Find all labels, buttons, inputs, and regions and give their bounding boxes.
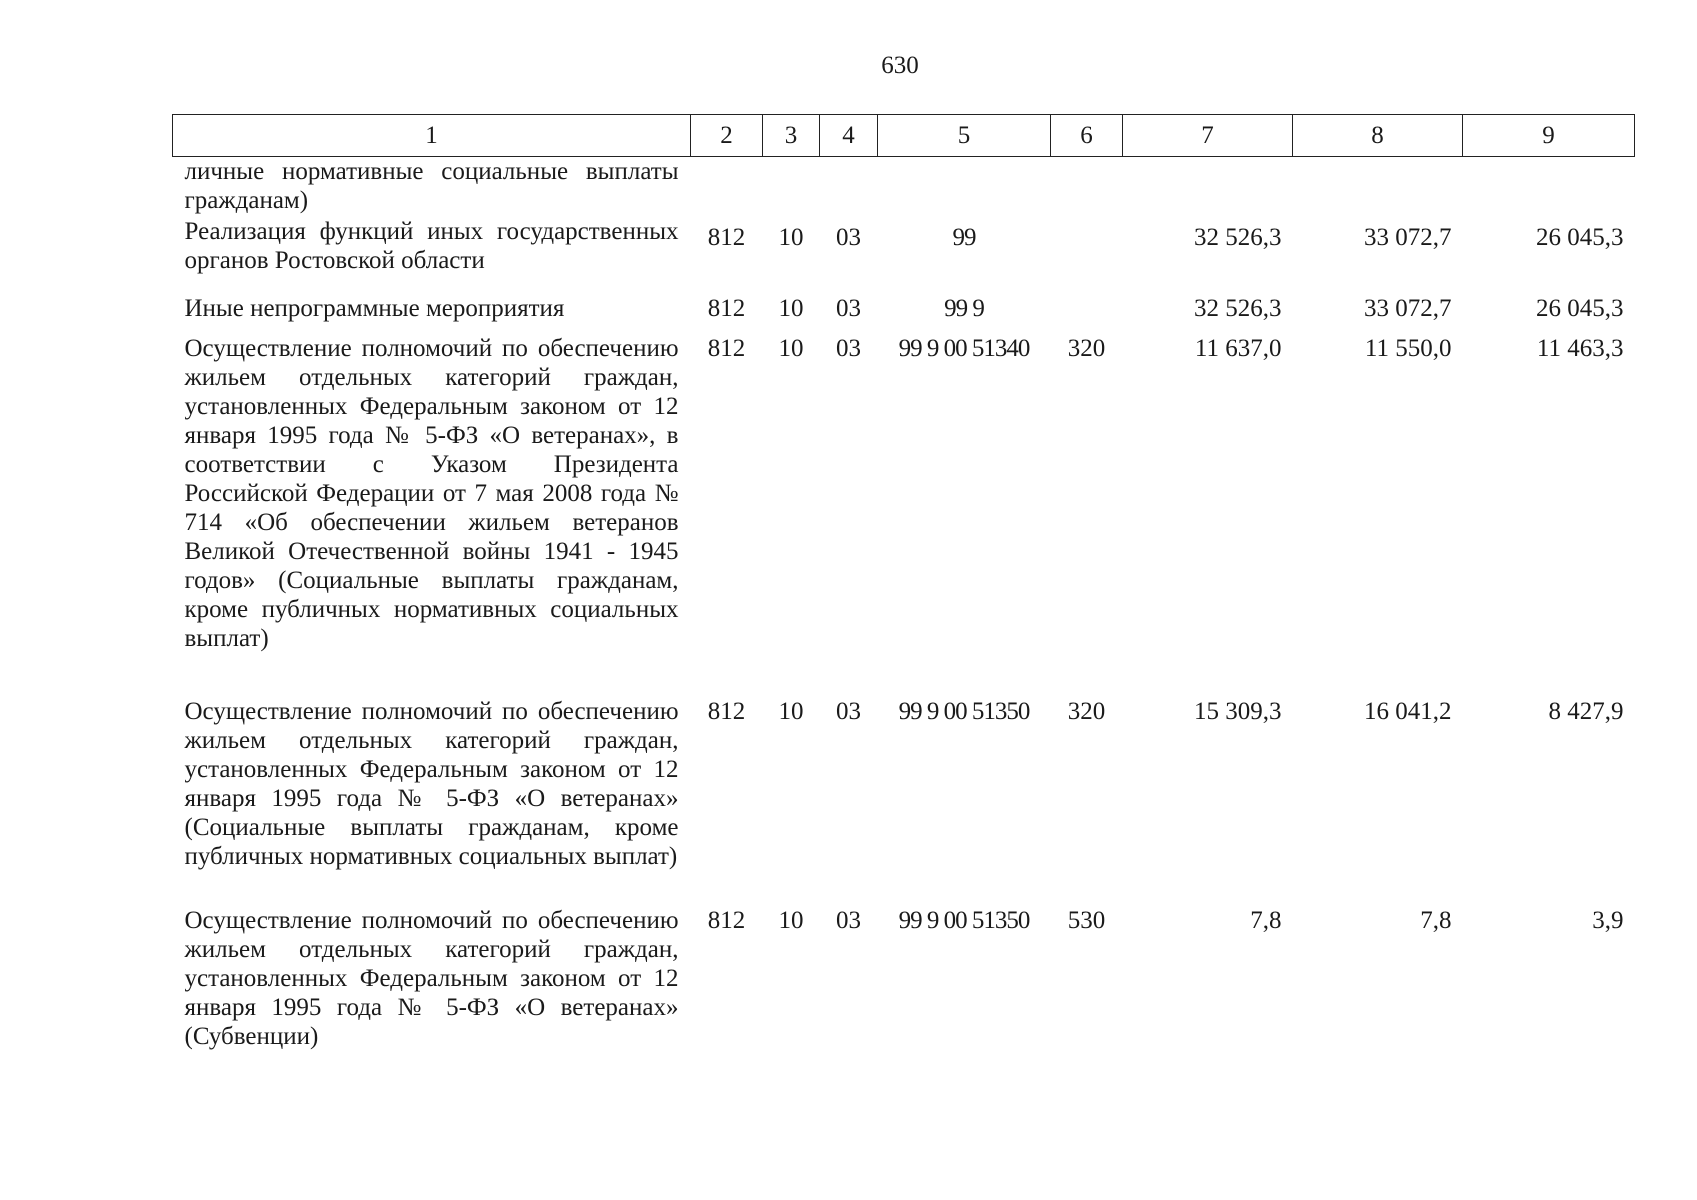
subsection-code: 03	[836, 295, 861, 322]
target-article-code: 99	[952, 224, 976, 251]
ministry-code: 812	[707, 224, 746, 251]
column-header: 9	[1463, 115, 1635, 157]
item-name: Осуществление полномочий по обеспечению жильем отдельных категорий граждан, установленных Федеральным законом от 12 января 1995 года № 5-ФЗ «О ветеранах» (Субвенции)	[184, 907, 679, 1050]
column-header: 8	[1293, 115, 1463, 157]
amount-col8: 16 041,2	[1364, 698, 1452, 725]
amount-col7: 32 526,3	[1194, 295, 1282, 322]
subsection-code: 03	[836, 224, 861, 251]
section-code: 10	[778, 224, 804, 251]
expense-type-code	[1051, 217, 1123, 294]
ministry-code: 812	[707, 295, 746, 322]
subsection-code: 03	[836, 335, 861, 362]
item-name: личные нормативные социальные выплаты гражданам)	[184, 158, 679, 214]
section-code: 10	[778, 907, 804, 934]
expense-type-code	[1051, 157, 1123, 218]
item-name: Иные непрограммные мероприятия	[184, 295, 565, 322]
expense-type-code: 320	[1067, 335, 1106, 362]
table-row	[173, 906, 1635, 1051]
item-name: Реализация функций иных государственных органов Ростовской области	[184, 218, 679, 274]
target-article-code	[878, 157, 1051, 218]
ministry-code: 812	[707, 335, 746, 362]
expense-type-code: 530	[1067, 907, 1106, 934]
amount-col8	[1293, 157, 1463, 218]
section-code: 10	[778, 698, 804, 725]
amount-col7: 7,8	[1250, 907, 1282, 934]
budget-table	[172, 114, 1635, 1051]
amount-col8: 33 072,7	[1364, 295, 1452, 322]
table-row	[173, 217, 1635, 294]
ministry-code: 812	[707, 907, 746, 934]
amount-col9: 26 045,3	[1536, 295, 1624, 322]
subsection-code: 03	[836, 698, 861, 725]
amount-col7: 11 637,0	[1194, 335, 1282, 362]
ministry-code: 812	[707, 698, 746, 725]
expense-type-code	[1051, 294, 1123, 334]
column-header: 4	[820, 115, 878, 157]
table-row	[173, 294, 1635, 334]
expense-type-code: 320	[1067, 698, 1106, 725]
amount-col7: 32 526,3	[1194, 224, 1282, 251]
item-name: Осуществление полномочий по обеспечению жильем отдельных категорий граждан, установленных Федеральным законом от 12 января 1995 года № 5-ФЗ «О ветеранах», в соответствии с Указом Президента Российской Федерации от 7 мая 2008 года № 714 «Об обеспечении жильем ветеранов Великой Отечественной войны 1941 - 1945 годов» (Социальные выплаты гражданам, кроме публичных нормативных социальных выплат)	[184, 335, 679, 652]
amount-col9: 8 427,9	[1548, 698, 1624, 725]
column-header: 3	[763, 115, 820, 157]
table-row	[173, 697, 1635, 906]
column-header: 7	[1123, 115, 1293, 157]
amount-col7: 15 309,3	[1194, 698, 1282, 725]
column-header: 1	[173, 115, 691, 157]
section-code: 10	[778, 335, 804, 362]
amount-col7	[1123, 157, 1293, 218]
target-article-code: 99 9 00 51350	[898, 907, 1030, 934]
ministry-code	[691, 157, 763, 218]
subsection-code	[820, 157, 878, 218]
table-row	[173, 157, 1635, 218]
amount-col9: 26 045,3	[1536, 224, 1624, 251]
column-header: 6	[1051, 115, 1123, 157]
target-article-code: 99 9	[944, 295, 984, 322]
amount-col9	[1463, 157, 1635, 218]
column-header: 2	[691, 115, 763, 157]
amount-col9: 11 463,3	[1536, 335, 1624, 362]
target-article-code: 99 9 00 51340	[898, 335, 1030, 362]
amount-col9: 3,9	[1592, 907, 1624, 934]
section-code: 10	[778, 295, 804, 322]
column-header: 5	[878, 115, 1051, 157]
target-article-code: 99 9 00 51350	[898, 698, 1030, 725]
subsection-code: 03	[836, 907, 861, 934]
page-number: 630	[881, 52, 919, 79]
amount-col8: 33 072,7	[1364, 224, 1452, 251]
header-row	[173, 115, 1635, 157]
amount-col8: 7,8	[1420, 907, 1452, 934]
item-name: Осуществление полномочий по обеспечению жильем отдельных категорий граждан, установленных Федеральным законом от 12 января 1995 года № 5-ФЗ «О ветеранах» (Социальные выплаты гражданам, кроме публичных нормативных социальных выплат)	[184, 698, 679, 870]
table-row	[173, 334, 1635, 697]
amount-col8: 11 550,0	[1364, 335, 1452, 362]
section-code	[763, 157, 820, 218]
